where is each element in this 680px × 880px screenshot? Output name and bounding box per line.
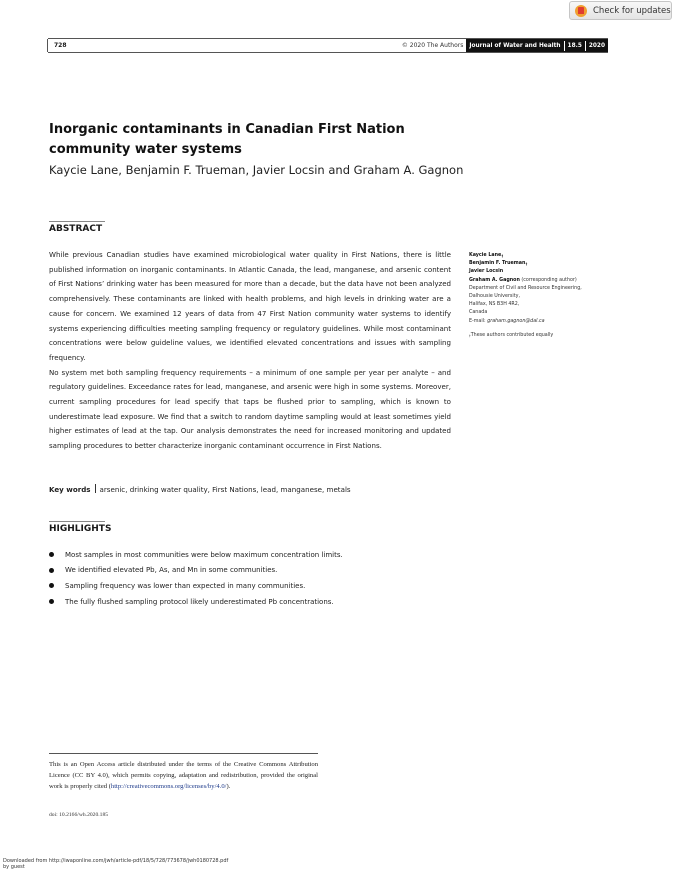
keywords-list: arsenic, drinking water quality, First Nations, lead, manganese, metals	[99, 485, 351, 494]
highlight-item: The fully flushed sampling protocol likely underestimated Pb concentrations.	[49, 594, 343, 610]
highlights-heading: HIGHLIGHTS	[49, 524, 112, 534]
bookmark-icon	[575, 5, 587, 17]
check-for-updates-label: Check for updates	[593, 5, 671, 16]
highlight-item: We identified elevated Pb, As, and Mn in some communities.	[49, 563, 343, 579]
license-rule	[49, 753, 318, 754]
doi: doi: 10.2166/wh.2020.185	[49, 812, 109, 818]
abstract-rule	[49, 221, 105, 222]
license-link[interactable]: http://creativecommons.org/licenses/by/4.0/	[110, 783, 227, 790]
title-line-1: Inorganic contaminants in Canadian First Nation	[49, 122, 405, 137]
email-link[interactable]: graham.gagnon@dal.ca	[487, 318, 545, 324]
year: 2020	[588, 42, 605, 49]
bullet-icon	[49, 568, 54, 573]
download-by: by guest	[3, 864, 25, 870]
highlights-rule	[49, 521, 105, 522]
highlights-list	[49, 547, 343, 609]
abstract-paragraph: No system met both sampling frequency requirements – a minimum of one sample per year per analyte – and regulatory guidelines. Exceedance rates for lead, manganese, and arsenic were high in some systems. Moreover, current sampling procedures for lead specify that taps be flushed prior to sampling, which is known to underestimate lead exposure. We find that a switch to random daytime sampling would at least sometimes yield higher estimates of lead at the tap. Our analysis demonstrates the need for increased monitoring and updated sampling procedures to better characterize inorganic contaminant occurrence in First Nations.	[49, 367, 451, 451]
highlight-item: Most samples in most communities were below maximum concentration limits.	[49, 547, 343, 563]
sidebar-author: Benjamin F. Trueman	[469, 261, 526, 267]
copyright: © 2020 The Authors	[401, 42, 464, 49]
journal-name: Journal of Water and Health	[469, 42, 561, 49]
department: Department of Civil and Resource Engineering,	[469, 285, 582, 291]
abstract-heading: ABSTRACT	[49, 224, 103, 234]
email-label: E-mail:	[469, 318, 486, 324]
keywords	[49, 484, 351, 494]
author-affiliations: Kaycie Lane† Benjamin F. Trueman† Javier Locsin Graham A. Gagnon (corresponding author) Department of Civil and Resource Engineering, Dalhousie University, Halifax, NS B3H 4R2, Canada E-mail: graham.gagnon@dal.ca †These authors contributed equally	[469, 252, 619, 340]
author-list: Kaycie Lane, Benjamin F. Trueman, Javier Locsin and Graham A. Gagnon	[49, 163, 464, 177]
abstract-paragraph: While previous Canadian studies have examined microbiological water quality in First Nations, there is little published information on inorganic contaminants. In Atlantic Canada, the lead, manganese, and arsenic content of First Nations’ drinking water has been measured for more than a decade, but the data have not been analyzed comprehensively. These contaminants are linked with health problems, and high levels in drinking water are a cause for concern. We examined 12 years of data from 47 First Nation community water systems to identify systems experiencing difficulties meeting sampling frequency or regulatory guidelines. While most contaminant concentrations were below guideline values, we identified elevated concentrations and issues with sampling frequency.	[49, 250, 451, 362]
equal-contribution-note: These authors contributed equally	[470, 332, 554, 338]
journal-header	[48, 38, 608, 53]
sidebar-author: Graham A. Gagnon	[469, 277, 520, 283]
highlight-item: Sampling frequency was lower than expected in many communities.	[49, 578, 343, 594]
article-title	[49, 120, 469, 160]
page-number: 728	[54, 42, 67, 49]
bullet-icon	[49, 599, 54, 604]
license-text: This is an Open Access article distributed under the terms of the Creative Commons Attribution Licence (CC BY 4.0), which permits copying, adaptation and redistribution, provided the original work is properly cited (http://creativecommons.org/licenses/by/4.0/).	[49, 761, 318, 790]
download-url: Downloaded from http://iwaponline.com/jwh/article-pdf/18/5/728/773678/jwh0180728.pdf	[3, 858, 229, 864]
volume: 18.5	[567, 42, 582, 49]
university: Dalhousie University,	[469, 294, 521, 300]
journal-badge	[466, 39, 608, 52]
bullet-icon	[49, 583, 54, 588]
city: Halifax, NS B3H 4R2,	[469, 302, 520, 308]
bullet-icon	[49, 552, 54, 557]
corresponding-note: (corresponding author)	[521, 277, 577, 283]
sidebar-author: Kaycie Lane	[469, 253, 502, 258]
sidebar-author: Javier Locsin	[469, 269, 504, 275]
keywords-label: Key words	[49, 485, 91, 494]
country: Canada	[469, 310, 488, 316]
check-for-updates-button[interactable]	[569, 1, 672, 20]
abstract-body	[49, 248, 451, 454]
title-line-2: community water systems	[49, 142, 242, 157]
download-note	[3, 858, 228, 870]
